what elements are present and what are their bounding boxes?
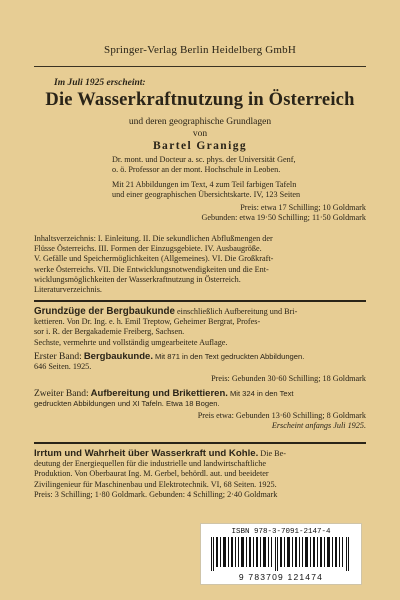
details-line: und einer geographischen Übersichtskarte. IV, 123 Seiten	[112, 190, 301, 200]
vol2-description: Mit 324 in den Text	[229, 389, 294, 398]
irrtum-line: Produktion. Von Oberbaurat Ing. M. Gerbel, behördl. aut. und beeideter	[34, 469, 269, 479]
price-line: Gebunden: etwa 19·50 Schilling; 11·50 Goldmark	[201, 213, 366, 223]
barcode-graphic	[209, 537, 353, 571]
contents-line: V. Gefälle und Speichermöglichkeiten (Allgemeines). VI. Die Großkraft-	[34, 254, 274, 264]
vol2-details: gedruckten Abbildungen und XI Tafeln. Etwa 18 Bogen.	[34, 399, 220, 409]
vol1-title: Bergbaukunde.	[83, 351, 153, 362]
vol2-release-note: Erscheint anfangs Juli 1925.	[271, 421, 366, 431]
vol1-description: Mit 871 in den Text gedruckten Abbildungen.	[155, 352, 305, 361]
contents-line: werke Österreichs. VII. Die Entwicklungsnotwendigkeiten und die Ent-	[34, 264, 269, 274]
irrtum-section	[34, 449, 286, 500]
irrtum-line: Preis: 3 Schilling; 1·80 Goldmark. Gebunden: 4 Schilling; 2·40 Goldmark	[34, 489, 278, 499]
contents-line: Flüsse Österreichs. III. Formen der Einzugsgebiete. IV. Ausbaugröße.	[34, 244, 262, 254]
credential-line: o. ö. Professor an der mont. Hochschule in Leoben.	[112, 165, 281, 175]
vol1-label: Erster Band:	[34, 352, 82, 362]
isbn-label: ISBN 978-3-7091-2147-4	[231, 528, 331, 536]
announcement: Im Juli 1925 erscheint:	[54, 78, 146, 88]
book-details	[112, 180, 300, 200]
section-rule	[34, 442, 366, 444]
bergbau-line: einschließlich Aufbereitung und Bri-	[177, 307, 298, 316]
bergbau-heading: Grundzüge der Bergbaukunde	[34, 306, 175, 317]
by-label: von	[192, 129, 208, 139]
price-line: Preis: etwa 17 Schilling; 10 Goldmark	[240, 203, 366, 212]
author-credentials	[112, 155, 296, 175]
irrtum-heading: Irrtum und Wahrheit über Wasserkraft und Kohle.	[34, 448, 259, 459]
table-of-contents	[34, 234, 273, 295]
volume-one	[34, 352, 304, 372]
irrtum-line: Die Be-	[260, 449, 286, 458]
vol2-price: Preis etwa: Gebunden 13·60 Schilling; 8 Goldmark	[197, 411, 366, 420]
vol1-pages: 646 Seiten. 1925.	[34, 362, 92, 372]
contents-line: wicklungsmöglichkeiten der Wasserkraftnutzung in Österreich.	[34, 274, 241, 284]
vol1-price: Preis: Gebunden 30·60 Schilling; 18 Goldmark	[211, 374, 366, 383]
irrtum-line: Zivilingenieur für Maschinenbau und Elektrotechnik. VI, 68 Seiten. 1925.	[34, 479, 277, 489]
vol2-title: Aufbereitung und Brikettieren.	[90, 388, 228, 399]
contents-line: Literaturverzeichnis.	[34, 285, 102, 295]
bergbau-section	[34, 307, 297, 348]
volume-two	[34, 389, 294, 409]
isbn-barcode-box	[200, 523, 362, 585]
book-prices	[201, 203, 366, 223]
vol2-price-block	[198, 411, 366, 431]
publisher-name: Springer-Verlag Berlin Heidelberg GmbH	[104, 44, 296, 56]
bergbau-line: sor i. R. der Bergakademie Freiberg, Sachsen.	[34, 327, 185, 337]
barcode-digits: 9 783709 121474	[238, 572, 324, 582]
details-line: Mit 21 Abbildungen im Text, 4 zum Teil farbigen Tafeln	[112, 180, 297, 189]
bergbau-line: kettieren. Von Dr. Ing. e. h. Emil Treptow, Geheimer Bergrat, Profes-	[34, 317, 261, 327]
top-rule	[34, 66, 366, 67]
author-name: Bartel Granigg	[152, 140, 248, 152]
subtitle: und deren geographische Grundlagen	[128, 117, 272, 127]
irrtum-line: deutung der Energiequellen für die industrielle und landwirtschaftliche	[34, 459, 266, 469]
contents-line: Inhaltsverzeichnis: I. Einleitung. II. Die sekundlichen Abflußmengen der	[34, 234, 273, 243]
bergbau-line: Sechste, vermehrte und vollständig umgearbeitete Auflage.	[34, 337, 228, 347]
main-title: Die Wasserkraftnutzung in Österreich	[45, 90, 355, 110]
credential-line: Dr. mont. und Docteur a. sc. phys. der Universität Genf,	[112, 155, 296, 164]
vol2-label: Zweiter Band:	[34, 389, 89, 399]
section-rule	[34, 300, 366, 302]
